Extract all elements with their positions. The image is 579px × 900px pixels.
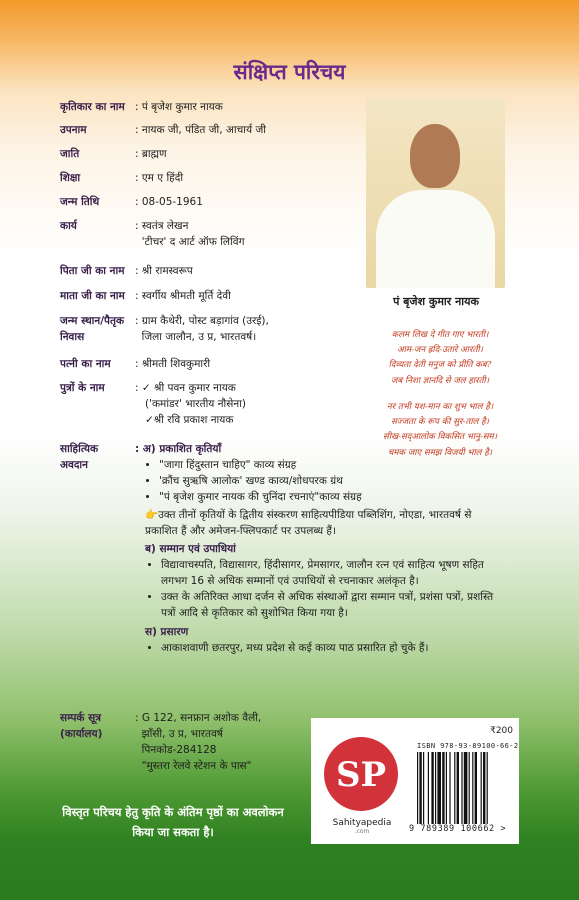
- page-title: संक्षिप्त परिचय: [233, 60, 346, 84]
- published-heading: : अ) प्रकाशित कृतियाँ: [135, 443, 222, 455]
- literary-section: [60, 441, 500, 656]
- poem-line: चमक जाए समझ विजयी भाल है।: [387, 447, 493, 458]
- profile-label: जाति: [60, 148, 80, 160]
- profile-value: : ब्राह्मण: [135, 148, 167, 160]
- svg-text:SP: SP: [335, 755, 387, 795]
- barcode-digits: 9 789389 100662 >: [409, 824, 507, 834]
- poem-line: सज्जता के रूप की सुर-ताल है।: [391, 417, 489, 428]
- brand-name: Sahityapedia: [332, 818, 392, 828]
- price-label: ₹200: [490, 726, 513, 736]
- profile-value: : ग्राम कैथेरी, पोस्ट बड़ागांव (उरई),: [135, 315, 269, 327]
- broadcast-heading: स) प्रसारण: [145, 626, 189, 638]
- contact-line: पिनकोड-284128: [135, 744, 217, 756]
- barcode-card: [311, 718, 519, 844]
- profile-label: उपनाम: [60, 124, 87, 136]
- published-note: 👉उक्त तीनों कृतियों के द्वितीय संस्करण साहित्यपीडिया पब्लिशिंग, नोएडा, भारतवर्ष से प्रकाशित हैं और अमेजन-फ्लिपकार्ट पर उपलब्ध हैं।: [145, 509, 472, 537]
- broadcast-list: [145, 640, 500, 656]
- contact-line: "मुस्तरा रेलवे स्टेशन के पास": [135, 760, 252, 772]
- footer-note: विस्तृत परिचय हेतु कृति के अंतिम पृष्ठों का अवलोकन किया जा सकता है।: [62, 805, 284, 839]
- profile-value: ✓श्री रवि प्रकाश नायक: [135, 414, 234, 426]
- published-list: [135, 457, 500, 505]
- list-item: • उक्त के अतिरिक्त आधा दर्जन से अधिक संस्थाओं द्वारा सम्मान पत्रों, प्रशंसा पत्रों, प्रशस्ति पत्रों आदि से कृतिकार को सुशोभित किया गया है।: [161, 589, 500, 621]
- barcode-icon: [417, 752, 513, 824]
- list-item: • "जागा हिंदुस्तान चाहिए" काव्य संग्रह: [159, 457, 500, 473]
- list-item: • विद्यावाचस्पति, विद्यासागर, हिंदीसागर, प्रेमसागर, जालौन रत्न एवं साहित्य भूषण सहित लगभग 16 से अधिक सम्मानों एवं उपाधियों से रचनाकार अलंकृत है।: [161, 557, 500, 589]
- profile-value: 'टीचर' द आर्ट ऑफ लिविंग: [135, 236, 245, 248]
- profile-label: शिक्षा: [60, 172, 81, 184]
- photo-caption: पं बृजेश कुमार नायक: [393, 295, 479, 308]
- poem-line: जब निशा ज्ञानदि से जल हारती।: [391, 375, 489, 386]
- author-photo: [366, 98, 505, 288]
- contact-line: झाँसी, उ प्र, भारतवर्ष: [135, 728, 223, 740]
- profile-value: : 08-05-1961: [135, 196, 203, 208]
- poem-stanza-1: [340, 328, 540, 389]
- profile-value: : स्वतंत्र लेखन: [135, 220, 189, 232]
- profile-value: : श्रीमती शिवकुमारी: [135, 358, 211, 370]
- profile-value: : पं बृजेश कुमार नायक: [135, 101, 223, 113]
- awards-list: [145, 557, 500, 621]
- contact-line: : G 122, सनफ्रान अशोक वैली,: [135, 712, 262, 724]
- profile-value: : स्वर्गीय श्रीमती मूर्ति देवी: [135, 290, 231, 302]
- profile-value: : नायक जी, पंडित जी, आचार्य जी: [135, 124, 266, 136]
- profile-label: कार्य: [60, 220, 77, 232]
- poem-line: आम-जन ह्रदि-उतारे आरती।: [397, 345, 483, 356]
- list-item: • 'क्रौंच सुऋषि आलोक' खण्ड काव्य/शोधपरक ग्रंथ: [159, 473, 500, 489]
- profile-value: : श्री रामस्वरूप: [135, 265, 193, 277]
- profile-value: : एम ए हिंदी: [135, 172, 184, 184]
- profile-label: पिता जी का नाम: [60, 265, 125, 277]
- brand-domain: .com: [354, 828, 370, 835]
- list-item: • "पं बृजेश कुमार नायक की चुनिंदा रचनाएं"काव्य संग्रह: [159, 489, 500, 505]
- list-item: • आकाशवाणी छतरपुर, मध्य प्रदेश से कई काव्य पाठ प्रसारित हो चुके हैं।: [161, 640, 500, 656]
- profile-value: ('कमांडर' भारतीय नौसेना): [135, 398, 247, 410]
- literary-label: अवदान: [60, 459, 88, 471]
- profile-label: कृतिकार का नाम: [60, 101, 125, 113]
- contact-label: सम्पर्क सूत्र: [60, 712, 102, 724]
- profile-label: माता जी का नाम: [60, 290, 125, 302]
- poem-line: कलम लिख दे गीत गाए भारती।: [391, 330, 489, 340]
- profile-label: निवास: [60, 331, 85, 343]
- profile-label: जन्म स्थान/पैतृक: [60, 315, 125, 327]
- sahityapedia-logo-icon: [321, 734, 401, 814]
- poem-line: सीख-सद्आलोक विकसित भानु-सम।: [383, 432, 497, 443]
- isbn-text: ISBN 978-93-89100-66-2: [417, 742, 519, 750]
- awards-heading: ब) सम्मान एवं उपाधियां: [145, 543, 236, 555]
- poem-line: दिव्यता देती मनुज को प्रीति कब?: [388, 360, 492, 371]
- literary-label: साहित्यिक: [60, 443, 99, 455]
- poem-line: नर तभी यश-मान का शुभ भाल है।: [386, 402, 494, 412]
- profile-label: पुत्रों के नाम: [60, 382, 105, 394]
- profile-label: जन्म तिथि: [60, 196, 100, 208]
- profile-value: : ✓ श्री पवन कुमार नायक: [135, 382, 236, 394]
- contact-label: (कार्यालय): [60, 728, 103, 740]
- profile-label: पत्नी का नाम: [60, 358, 111, 370]
- profile-value: जिला जालौन, उ प्र, भारतवर्ष।: [135, 331, 257, 343]
